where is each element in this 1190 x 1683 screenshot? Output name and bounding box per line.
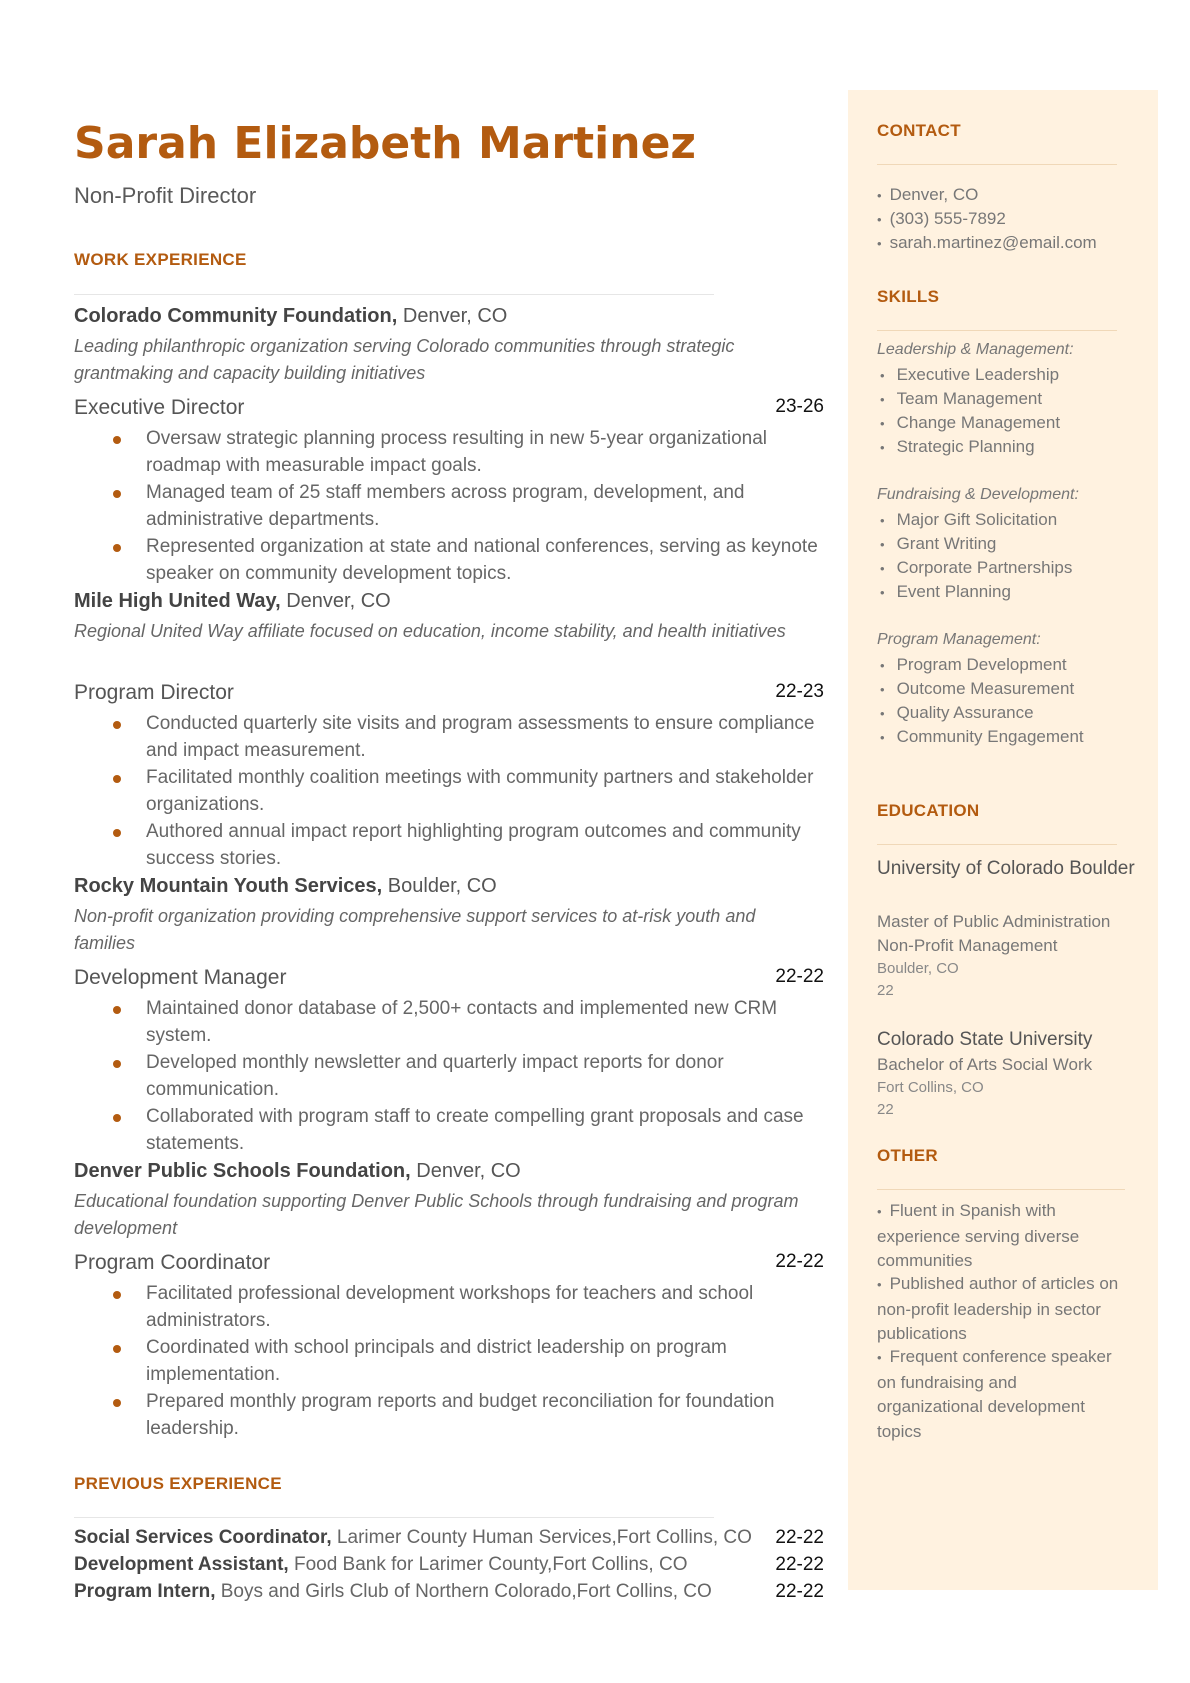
list-item: Developed monthly newsletter and quarterly impact reports for donor communication. bbox=[74, 1049, 824, 1103]
job-title: Executive Director bbox=[74, 396, 245, 419]
employer-location: Denver, CO bbox=[397, 305, 508, 327]
skill-category: Fundraising & Development: bbox=[877, 486, 1079, 503]
skill-category: Program Management: bbox=[877, 631, 1041, 648]
skill-item: • Community Engagement bbox=[877, 727, 1084, 747]
list-item: Facilitated professional development workshops for teachers and school administrators. bbox=[74, 1280, 824, 1334]
previous-job-title: Program Intern, bbox=[74, 1581, 216, 1602]
job-title-row bbox=[74, 396, 824, 420]
previous-job bbox=[74, 1581, 824, 1603]
employer-description: Leading philanthropic organization serving Colorado communities through strategic grantmaking and capacity building initiatives bbox=[74, 336, 735, 383]
school-location: Fort Collins, CO bbox=[877, 1079, 984, 1096]
job-date: 23-26 bbox=[775, 396, 824, 417]
previous-job-date: 22-22 bbox=[775, 1554, 824, 1575]
skill-category: Leadership & Management: bbox=[877, 341, 1074, 358]
employer-description: Educational foundation supporting Denver Public Schools through fundraising and program development bbox=[74, 1191, 799, 1238]
degree: Bachelor of Arts Social Work bbox=[877, 1055, 1093, 1074]
job-date: 22-22 bbox=[775, 1251, 824, 1272]
skill-item: • Quality Assurance bbox=[877, 703, 1034, 723]
education-heading: EDUCATION bbox=[877, 801, 980, 820]
previous-job-title: Social Services Coordinator, bbox=[74, 1527, 332, 1548]
employer-location: Denver, CO bbox=[410, 1160, 521, 1182]
employer bbox=[74, 1160, 521, 1183]
previous-job-date: 22-22 bbox=[775, 1581, 824, 1602]
job-date: 22-22 bbox=[775, 966, 824, 987]
candidate-title: Non-Profit Director bbox=[74, 183, 257, 208]
skill-item: • Event Planning bbox=[877, 582, 1011, 602]
job-bullets bbox=[74, 1280, 824, 1442]
skill-item: • Corporate Partnerships bbox=[877, 558, 1072, 578]
job-bullets bbox=[74, 425, 824, 587]
sidebar bbox=[848, 90, 1158, 1590]
job-bullets bbox=[74, 710, 824, 872]
job-title: Development Manager bbox=[74, 966, 287, 989]
section-divider bbox=[74, 1517, 714, 1518]
graduation-year: 22 bbox=[877, 1101, 894, 1118]
skill-item: • Program Development bbox=[877, 655, 1067, 675]
school-name: Colorado State University bbox=[877, 1029, 1093, 1050]
job-title: Program Director bbox=[74, 681, 234, 704]
employer-name: Rocky Mountain Youth Services, bbox=[74, 875, 383, 897]
employer-description: Non-profit organization providing comprehensive support services to at-risk youth and families bbox=[74, 906, 756, 953]
previous-job-org: Boys and Girls Club of Northern Colorado,Fort Collins, CO bbox=[215, 1581, 712, 1602]
skill-item: • Change Management bbox=[877, 413, 1060, 433]
graduation-year: 22 bbox=[877, 982, 894, 999]
job-bullets bbox=[74, 995, 824, 1157]
school-name: University of Colorado Boulder bbox=[877, 858, 1135, 879]
list-item: Prepared monthly program reports and budget reconciliation for foundation leadership. bbox=[74, 1388, 824, 1442]
skill-item: • Strategic Planning bbox=[877, 437, 1035, 457]
previous-job bbox=[74, 1527, 824, 1549]
list-item: Maintained donor database of 2,500+ contacts and implemented new CRM system. bbox=[74, 995, 824, 1049]
sidebar-divider bbox=[877, 1189, 1125, 1190]
employer-name: Mile High United Way, bbox=[74, 590, 281, 612]
employer-name: Colorado Community Foundation, bbox=[74, 305, 398, 327]
previous-job-org: Food Bank for Larimer County,Fort Collins, CO bbox=[288, 1554, 688, 1575]
employer-description: Regional United Way affiliate focused on education, income stability, and health initiatives bbox=[74, 621, 786, 641]
employer-location: Denver, CO bbox=[280, 590, 391, 612]
work-experience-heading: WORK EXPERIENCE bbox=[74, 250, 247, 269]
list-item: Managed team of 25 staff members across program, development, and administrative departments. bbox=[74, 479, 824, 533]
skills-heading: SKILLS bbox=[877, 287, 940, 306]
degree-field: Non-Profit Management bbox=[877, 936, 1058, 955]
job-date: 22-23 bbox=[775, 681, 824, 702]
job-title-row bbox=[74, 1251, 824, 1275]
previous-job-org: Larimer County Human Services,Fort Collins, CO bbox=[331, 1527, 752, 1548]
degree: Master of Public Administration bbox=[877, 912, 1111, 931]
section-divider bbox=[74, 294, 714, 295]
skill-item: • Major Gift Solicitation bbox=[877, 510, 1057, 530]
skill-item: • Executive Leadership bbox=[877, 365, 1059, 385]
contact-phone: • (303) 555-7892 bbox=[877, 209, 1006, 229]
previous-job-date: 22-22 bbox=[775, 1527, 824, 1548]
job-title: Program Coordinator bbox=[74, 1251, 271, 1274]
other-item: • Published author of articles on non-profit leadership in sector publications bbox=[877, 1272, 1127, 1347]
other-heading: OTHER bbox=[877, 1146, 938, 1165]
list-item: Represented organization at state and national conferences, serving as keynote speaker on community development topics. bbox=[74, 533, 824, 587]
job-title-row bbox=[74, 966, 824, 990]
list-item: Coordinated with school principals and district leadership on program implementation. bbox=[74, 1334, 824, 1388]
previous-experience-heading: PREVIOUS EXPERIENCE bbox=[74, 1474, 282, 1493]
employer-name: Denver Public Schools Foundation, bbox=[74, 1160, 411, 1182]
list-item: Facilitated monthly coalition meetings with community partners and stakeholder organizations. bbox=[74, 764, 824, 818]
skill-item: • Outcome Measurement bbox=[877, 679, 1074, 699]
list-item: Collaborated with program staff to create compelling grant proposals and case statements. bbox=[74, 1103, 824, 1157]
list-item: Oversaw strategic planning process resulting in new 5-year organizational roadmap with measurable impact goals. bbox=[74, 425, 824, 479]
skill-item: • Team Management bbox=[877, 389, 1042, 409]
contact-email: • sarah.martinez@email.com bbox=[877, 233, 1097, 253]
candidate-name: Sarah Elizabeth Martinez bbox=[74, 118, 697, 169]
job-title-row bbox=[74, 681, 824, 705]
employer bbox=[74, 590, 391, 613]
contact-location: • Denver, CO bbox=[877, 185, 978, 205]
previous-job bbox=[74, 1554, 824, 1576]
list-item: Conducted quarterly site visits and program assessments to ensure compliance and impact measurement. bbox=[74, 710, 824, 764]
sidebar-divider bbox=[877, 330, 1117, 331]
other-item: • Frequent conference speaker on fundraising and organizational development topics bbox=[877, 1345, 1127, 1444]
employer-location: Boulder, CO bbox=[382, 875, 497, 897]
employer bbox=[74, 875, 497, 898]
previous-job-title: Development Assistant, bbox=[74, 1554, 289, 1575]
employer bbox=[74, 305, 507, 328]
sidebar-divider bbox=[877, 164, 1117, 165]
contact-heading: CONTACT bbox=[877, 121, 961, 140]
other-item: • Fluent in Spanish with experience serving diverse communities bbox=[877, 1199, 1127, 1274]
list-item: Authored annual impact report highlighting program outcomes and community success stories. bbox=[74, 818, 824, 872]
sidebar-divider bbox=[877, 844, 1117, 845]
school-location: Boulder, CO bbox=[877, 960, 959, 977]
skill-item: • Grant Writing bbox=[877, 534, 996, 554]
